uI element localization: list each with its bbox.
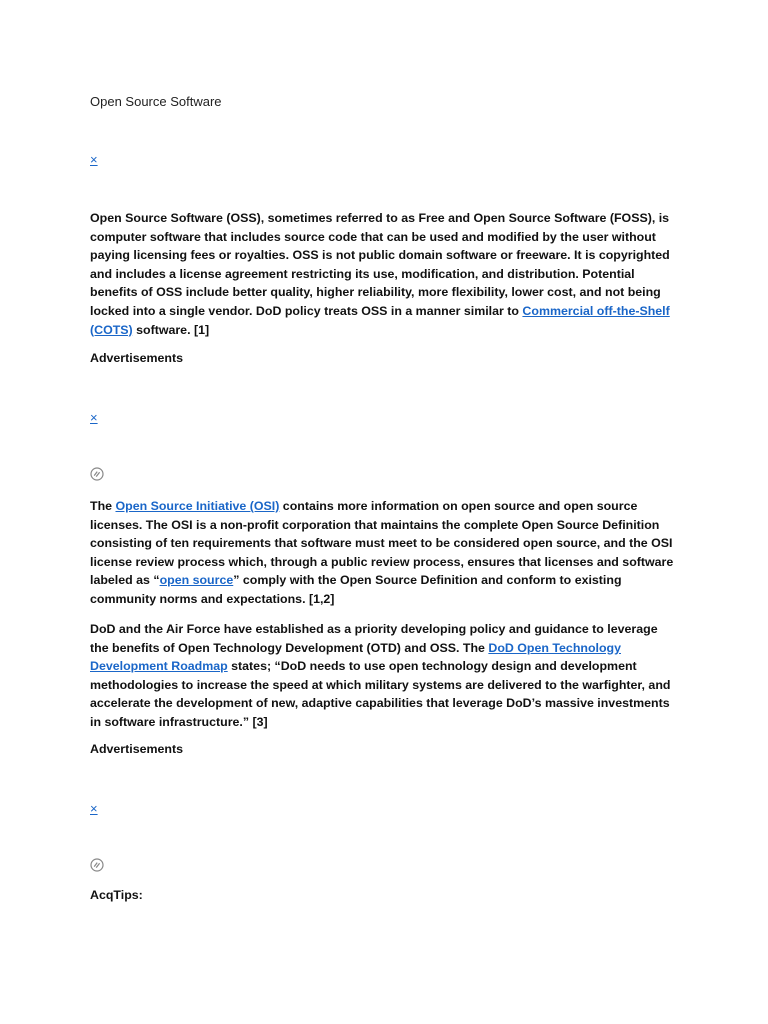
- intro-paragraph: [90, 209, 678, 339]
- osi-text-2: contains more information on open source and open source licenses. The OSI is a non-profit corporation that maintains the complete Open Source Definition consisting of ten requirements that software must meet to be considered open source, and the OSI license review process which, through a public review process, ensures that licenses and software labeled as “: [90, 499, 674, 588]
- ad-choices-icon[interactable]: [90, 858, 104, 872]
- advertisements-label-1: Advertisements: [90, 351, 183, 365]
- otd-text-1: DoD and the Air Force have established as a priority developing policy and guidance to leverage the benefits of Open Technology Development (OTD) and OSS. The: [90, 622, 658, 655]
- page-title: Open Source Software: [90, 94, 222, 109]
- osi-link[interactable]: Open Source Initiative (OSI): [115, 499, 280, 513]
- otd-roadmap-link[interactable]: DoD Open Technology Development Roadmap: [90, 640, 621, 674]
- open-source-link[interactable]: open source: [159, 573, 234, 588]
- intro-text-before: Open Source Software (OSS), sometimes referred to as Free and Open Source Software (FOSS), is computer software that includes source code that can be used and modified by the user without paying licensing fees or royalties. OSS is not public domain software or freeware. It is copyrighted and includes a license agreement restricting its use, modification, and distribution. Potential benefits of OSS include better quality, higher reliability, more flexibility, lower cost, and not being locked into a single vendor. DoD policy treats OSS in a manner similar to: [90, 211, 670, 318]
- advertisements-label-2: Advertisements: [90, 742, 183, 756]
- close-ad-button-1[interactable]: ×: [90, 152, 98, 167]
- osi-paragraph: [90, 497, 678, 609]
- ad-choices-icon[interactable]: [90, 467, 104, 481]
- osi-text-3: ” comply with the Open Source Definition and conform to existing community norms and expectations. [1,2]: [90, 573, 622, 606]
- otd-text-2: states; “DoD needs to use open technology design and development methodologies to increase the speed at which military systems are delivered to the warfighter, and accelerate the development of new, adaptive capabilities that leverage DoD’s massive investments in software infrastructure.” [3]: [90, 659, 671, 729]
- intro-text-after: software. [1]: [132, 322, 210, 337]
- close-ad-button-3[interactable]: ×: [90, 801, 98, 816]
- cots-link[interactable]: Commercial off-the-Shelf (COTS): [90, 303, 670, 337]
- osi-text-1: The: [90, 499, 116, 513]
- close-ad-button-2[interactable]: ×: [90, 410, 98, 425]
- otd-paragraph: [90, 620, 678, 732]
- acqtips-label: AcqTips:: [90, 888, 143, 902]
